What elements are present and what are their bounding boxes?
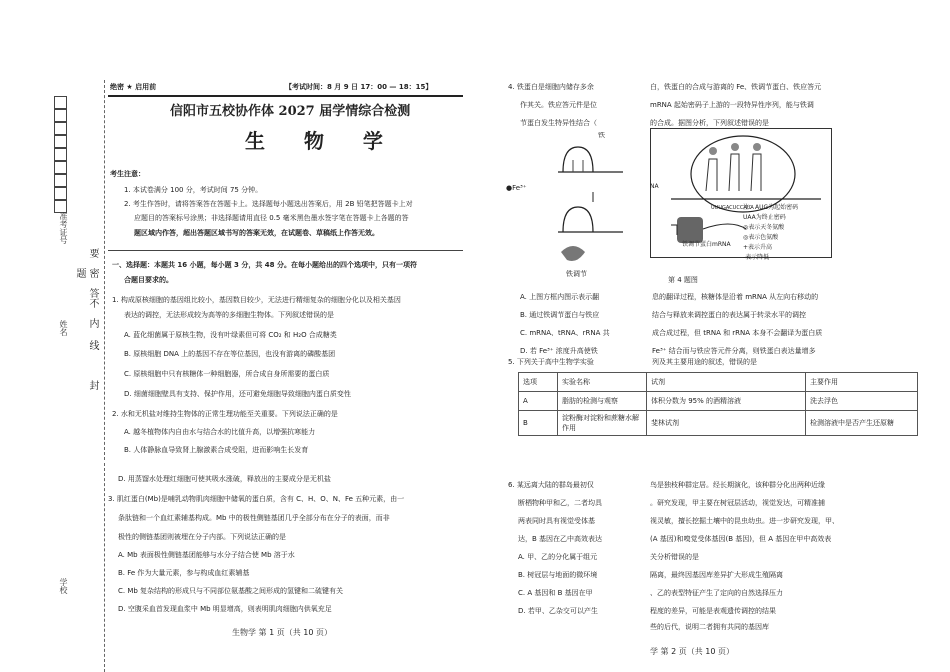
divider <box>108 250 463 251</box>
question-4: 的合成。据图分析，下列叙述错误的是 <box>650 119 769 127</box>
table-cell: B <box>519 411 558 436</box>
figure-caption: 第 4 题图 <box>668 276 698 284</box>
id-box[interactable] <box>54 148 67 161</box>
seal-char: 密 <box>87 268 98 278</box>
question-4: 节蛋白发生特异性结合（ <box>520 119 597 127</box>
mrna-figure-partial <box>533 132 623 282</box>
page-1-top <box>0 0 478 463</box>
option: A. 越冬植物体内自由水与结合水的比值升高，以增强抗寒能力 <box>124 428 316 436</box>
table-cell: A <box>519 392 558 411</box>
table-cell: 洗去浮色 <box>806 392 918 411</box>
question-6: 6. 某远离大陆的群岛最初仅 <box>508 481 594 489</box>
question-3: 3. 肌红蛋白(Mb)是哺乳动物肌肉细胞中储氧的蛋白质，含有 C、H、O、N、Fe 五种元素，由一 <box>108 495 405 503</box>
option: D. 用蒸馏水处理红细胞可使其吸水涨破，释放出的主要成分是无机盐 <box>118 475 331 483</box>
seal-char: 封 <box>87 380 98 390</box>
legend-note: ◎表示色氨酸 <box>743 234 779 241</box>
question-3: 条肽链和一个血红素辅基构成。Mb 中的极性侧链基团几乎全部分布在分子的表面，而非 <box>118 514 390 522</box>
figure-label: 铁调节蛋白mRNA <box>682 241 731 248</box>
table-cell: 斐林试剂 <box>647 411 806 436</box>
table-row <box>519 411 918 436</box>
question-2: 2. 水和无机盐对维持生物体的正常生理功能至关重要。下列说法正确的是 <box>112 410 338 418</box>
school-label: 学校 <box>59 578 68 594</box>
question-4: mRNA 起始密码子上游的一段特异性序列，能与铁调 <box>650 101 814 109</box>
question-6: (A 基因)和嗅觉受体基因(B 基因)，但 A 基因在甲中高效表 <box>650 535 832 543</box>
table-header: 实验名称 <box>558 373 647 392</box>
question-6: 鸟是独枝种群定居。经长期演化，该种群分化出两种近缘 <box>650 481 825 489</box>
seal-char: 线 <box>87 340 98 350</box>
option: 结合与释放来调控蛋白的表达属于转录水平的调控 <box>652 311 806 319</box>
na-label: NA <box>650 183 659 190</box>
question-6: 达，B 基因在乙中高效表达 <box>518 535 603 543</box>
question-4: 作其关。铁应答元件是位 <box>520 101 597 109</box>
experiment-table <box>518 372 918 436</box>
legend-note: UAA为终止密码 <box>743 214 786 221</box>
table-cell: 检测溶液中是否产生还原糖 <box>806 411 918 436</box>
svg-text:铁: 铁 <box>598 132 605 139</box>
id-box[interactable] <box>54 109 67 122</box>
question-1: 表达的调控，无法形成较为高等的多细胞生物体。下列叙述错误的是 <box>124 311 334 319</box>
option: B. Fe 作为大量元素，参与构成血红素辅基 <box>118 569 250 577</box>
seal-char: 内 <box>87 318 98 328</box>
id-box[interactable] <box>54 174 67 187</box>
table-cell: 脂肪的检测与观察 <box>558 392 647 411</box>
tile-gap <box>475 0 481 672</box>
question-3: 极性的侧链基团则被埋在分子内部。下列说法正确的是 <box>118 533 286 541</box>
option: B. 原核细胞 DNA 上的基因不存在等位基因，也没有游离的磷酸基团 <box>124 350 336 358</box>
section-heading: 合题目要求的。 <box>124 276 173 284</box>
table-header: 试剂 <box>647 373 806 392</box>
translation-figure <box>650 128 832 258</box>
seal-char: 答 <box>87 288 98 298</box>
option: 成合成过程，但 tRNA 和 rRNA 本身不会翻译为蛋白质 <box>652 329 823 337</box>
svg-text:UUUGACUCCAUA: UUUGACUCCAUA <box>711 205 754 211</box>
option: A. Mb 表面极性侧链基团能够与水分子结合使 Mb 溶于水 <box>118 551 295 559</box>
question-5: 5. 下列关于高中生物学实验 <box>508 358 594 366</box>
notice-line: 1. 本试卷满分 100 分，考试时间 75 分钟。 <box>124 186 263 194</box>
seal-char: 不 <box>87 298 98 308</box>
question-4: 白，铁蛋白的合成与游离的 Fe、铁调节蛋白、铁应答元 <box>650 83 822 91</box>
figure-label: 铁调节 <box>566 270 587 278</box>
question-5: 列及其主要用途的叙述，错误的是 <box>652 358 757 366</box>
option: 程度的差异，可能是表观遗传调控的结果 <box>650 607 776 615</box>
id-box[interactable] <box>54 96 67 109</box>
notice-heading: 考生注意： <box>110 170 145 178</box>
option: A. 蓝化细菌属于原核生物，没有叶绿素但可将 CO₂ 和 H₂O 合成糖类 <box>124 331 337 339</box>
id-box[interactable] <box>54 122 67 135</box>
option: 隔离，最终因基因库差异扩大形成生殖隔离 <box>650 571 783 579</box>
seal-char: 要 <box>87 248 98 258</box>
option: D. 若甲、乙杂交可以产生 <box>518 607 598 615</box>
option: B. 人体静脉血导致肾上腺激素合成受阻，进而影响生长发育 <box>124 446 309 454</box>
table-cell: 体积分数为 95% 的酒精溶液 <box>647 392 806 411</box>
question-6: 。研究发现，甲主要在树冠层活动，视觉发达，可精准捕 <box>650 499 825 507</box>
table-header-row <box>519 373 918 392</box>
option: A. 甲、乙的分化属于组元 <box>518 553 598 561</box>
question-6: 视灵敏，擅长挖掘土壤中的昆虫幼虫。进一步研究发现，甲、 <box>650 517 839 525</box>
option: C. Mb 复杂结构的形成只与不同部位氨基酸之间形成的氢键和二硫键有关 <box>118 587 344 595</box>
seal-line <box>104 80 105 460</box>
id-box[interactable] <box>54 187 67 200</box>
option: B. 通过铁调节蛋白与铁应 <box>520 311 600 319</box>
option: 、乙的表型特征产生了定向的自然选择压力 <box>650 589 783 597</box>
option: A. 上图方框内图示表示翻 <box>520 293 600 301</box>
legend-note: -表示降低 <box>743 254 770 261</box>
binding-strip <box>0 0 104 463</box>
legend-note: ◎表示天冬氨酸 <box>743 224 785 231</box>
exam-title: 信阳市五校协作体 2027 届学情综合检测 <box>170 104 411 119</box>
iron-ion-label: ●Fe³⁺ <box>506 184 527 192</box>
exam-time: 【考试时间：8 月 9 日 17：00 — 18：15】 <box>285 83 433 91</box>
option: D. 若 Fe³⁺ 浓度升高使铁 <box>520 347 598 355</box>
page-2-top <box>478 0 950 463</box>
exam-number-label: 准考证号 <box>59 212 68 244</box>
option: 息的翻译过程，核糖体是沿着 mRNA 从左向右移动的 <box>652 293 819 301</box>
question-6: 关分析错误的是 <box>650 553 699 561</box>
question-6: 两表同时具有视觉受体基 <box>518 517 595 525</box>
option: 些的后代，说明二者拥有共同的基因库 <box>650 623 769 631</box>
question-6: 断栖物种甲和乙，二者均具 <box>518 499 602 507</box>
option: D. 细菌细胞壁具有支持、保护作用，还可避免细胞导致细胞内蛋白质变性 <box>124 390 351 398</box>
legend-note: 注：AUG为起始密码 <box>743 204 799 211</box>
option: D. 空腹采血首发现血浆中 Mb 明显增高，则表明肌肉细胞内供氧充足 <box>118 605 332 613</box>
option: C. 原核细胞中只有核糖体一种细胞器，所合成自身所需要的蛋白质 <box>124 370 330 378</box>
option: C. A 基因和 B 基因在甲 <box>518 589 593 597</box>
table-row <box>519 392 918 411</box>
table-header: 选项 <box>519 373 558 392</box>
translation-diagram <box>651 129 831 257</box>
page-footer: 生物学 第 1 页（共 10 页） <box>232 628 332 637</box>
question-4: 4. 铁蛋白是细胞内储存多余 <box>508 83 594 91</box>
notice-line: 应题目的答案标号涂黑；非选择题请用直径 0.5 毫米黑色墨水签字笔在答题卡上各题的答 <box>134 214 409 222</box>
confidential-badge: 绝密 ★ 启用前 <box>110 83 157 91</box>
table-cell: 淀粉酶对淀粉和蔗糖水解作用 <box>558 411 647 436</box>
subject-title: 生 物 学 <box>245 129 399 153</box>
notice-line: 题区域内作答，超出答题区域书写的答案无效，在试题卷、草稿纸上作答无效。 <box>134 229 379 237</box>
option: Fe³⁺ 结合而与铁应答元件分离，则铁蛋白表达量增多 <box>652 347 816 355</box>
option: B. 树冠层与地面的微环境 <box>518 571 598 579</box>
header-rule <box>108 95 463 97</box>
page-1-bottom <box>0 463 478 672</box>
section-heading: 一、选择题：本题共 16 小题，每小题 3 分，共 48 分。在每小题给出的四个选项中，只有一项符 <box>112 261 417 269</box>
seal-char: 题 <box>74 268 85 278</box>
page-footer: 学 第 2 页（共 10 页） <box>650 647 734 656</box>
table-header: 主要作用 <box>806 373 918 392</box>
legend-note: +表示升高 <box>743 244 773 251</box>
id-box[interactable] <box>54 135 67 148</box>
question-1: 1. 构成原核细胞的基因组比较小，基因数目较少，无法进行精细复杂的细胞分化以及相关基因 <box>112 296 401 304</box>
seal-line <box>104 463 105 672</box>
option: C. mRNA、tRNA、rRNA 共 <box>520 329 610 337</box>
name-label: 姓名 <box>59 320 68 336</box>
notice-line: 2. 考生作答时，请将答案答在答题卡上。选择题每小题选出答案后，用 2B 铅笔把答题卡上对 <box>124 200 413 208</box>
id-box[interactable] <box>54 161 67 174</box>
page-2-bottom <box>478 463 950 672</box>
